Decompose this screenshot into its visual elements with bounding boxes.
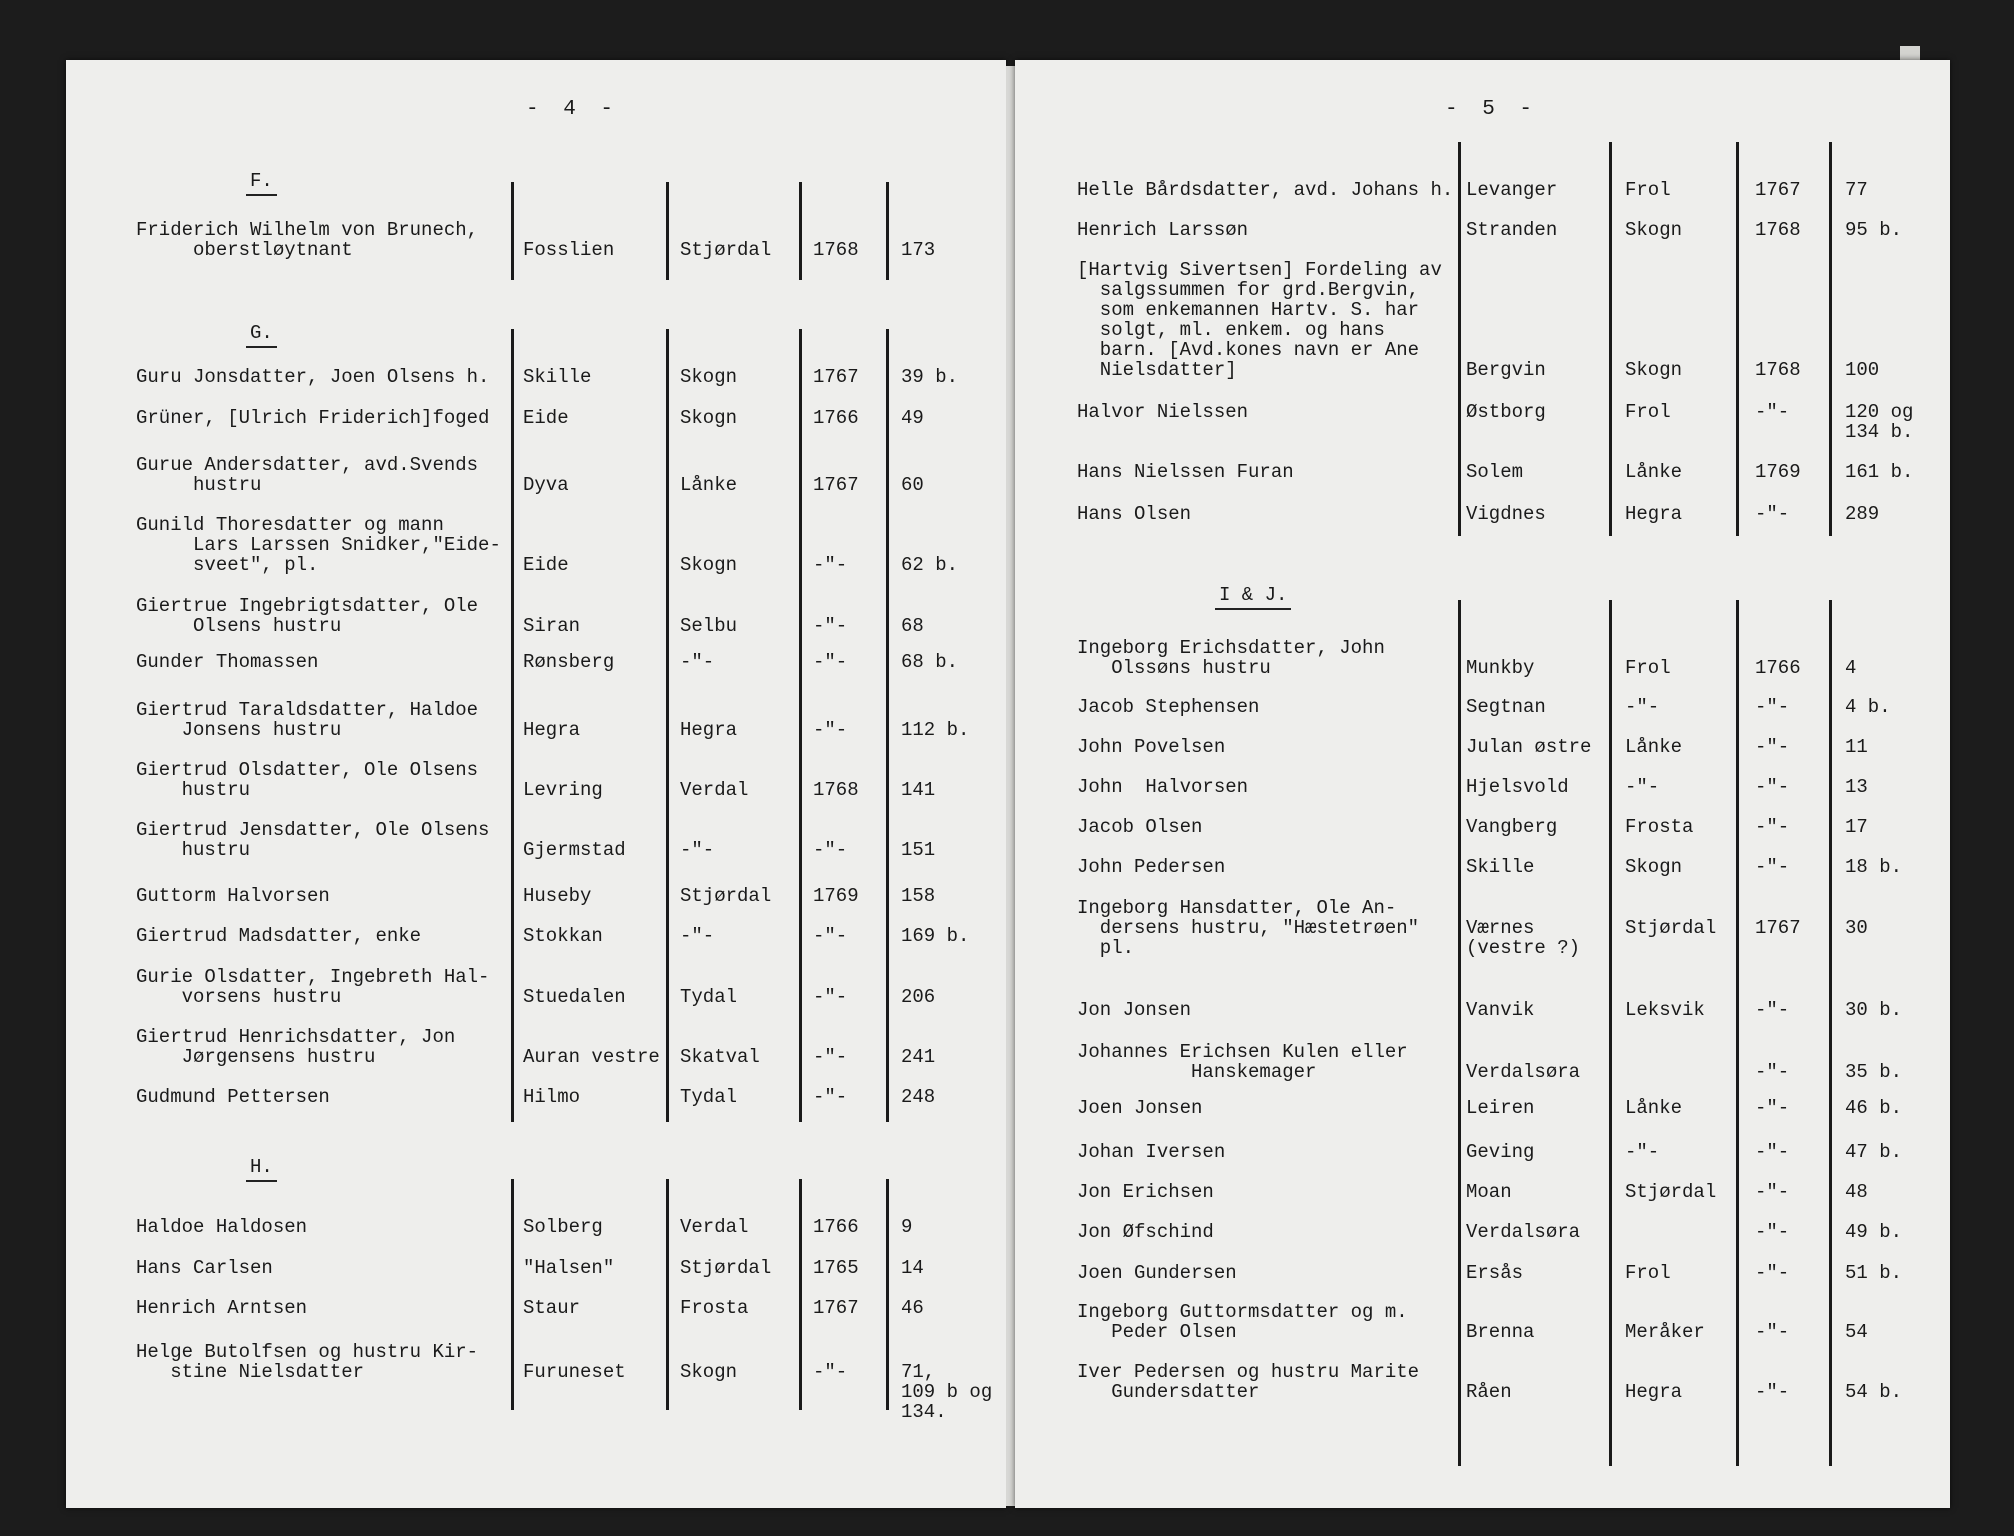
farm-name: Solberg	[523, 1216, 603, 1238]
year: -"-	[1755, 1221, 1790, 1243]
parish-name: Skogn	[680, 366, 738, 388]
folio-reference: 30 b.	[1845, 999, 1903, 1021]
folio-reference: 95 b.	[1845, 219, 1903, 241]
farm-name: Staur	[523, 1297, 581, 1319]
parish-name: Stjørdal	[680, 239, 772, 261]
year: 1767	[813, 1297, 859, 1319]
farm-name: Geving	[1466, 1141, 1535, 1163]
parish-name: Skogn	[680, 1361, 738, 1383]
parish-name: Lånke	[1625, 736, 1683, 758]
farm-name: Furuneset	[523, 1361, 626, 1383]
folio-reference: 46	[901, 1297, 924, 1319]
farm-name: Skille	[1466, 856, 1535, 878]
farm-name: Bergvin	[1466, 359, 1546, 381]
year: -"-	[813, 651, 848, 673]
year: -"-	[813, 839, 848, 861]
year: 1767	[813, 474, 859, 496]
year: -"-	[1755, 856, 1790, 878]
folio-reference: 17	[1845, 816, 1868, 838]
person-name: Giertrud Taraldsdatter, Haldoe Jonsens hustru	[136, 699, 479, 741]
person-name: Giertrud Madsdatter, enke	[136, 925, 422, 947]
folio-reference: 169 b.	[901, 925, 970, 947]
column-rule	[1458, 142, 1461, 536]
farm-name: Rønsberg	[523, 651, 615, 673]
farm-name: Eide	[523, 407, 569, 429]
folio-reference: 13	[1845, 776, 1868, 798]
person-name: Gurue Andersdatter, avd.Svends hustru	[136, 454, 479, 496]
person-name: Ingeborg Hansdatter, Ole An- dersens hustru, "Hæstetrøen" pl.	[1077, 897, 1420, 959]
person-name: Hans Nielssen Furan	[1077, 461, 1294, 483]
parish-name: Skatval	[680, 1046, 760, 1068]
column-rule	[1829, 600, 1832, 1466]
farm-name: Dyva	[523, 474, 569, 496]
person-name: Friderich Wilhelm von Brunech, oberstløytnant	[136, 219, 479, 261]
year: 1768	[813, 239, 859, 261]
farm-name: Stokkan	[523, 925, 603, 947]
year: -"-	[813, 615, 848, 637]
section-heading: H.	[246, 1156, 277, 1182]
parish-name: Tydal	[680, 1086, 738, 1108]
folio-reference: 158	[901, 885, 936, 907]
folio-reference: 11	[1845, 736, 1868, 758]
person-name: Henrich Arntsen	[136, 1297, 308, 1319]
person-name: Halvor Nielssen	[1077, 401, 1249, 423]
parish-name: -"-	[1625, 776, 1660, 798]
year: 1769	[1755, 461, 1801, 483]
year: -"-	[1755, 1141, 1790, 1163]
folio-reference: 4 b.	[1845, 696, 1891, 718]
year: -"-	[1755, 776, 1790, 798]
folio-reference: 39 b.	[901, 366, 959, 388]
year: -"-	[1755, 696, 1790, 718]
year: -"-	[813, 1086, 848, 1108]
person-name: Joen Gundersen	[1077, 1262, 1237, 1284]
column-rule	[1736, 142, 1739, 536]
person-name: Gunder Thomassen	[136, 651, 319, 673]
year: 1768	[813, 779, 859, 801]
parish-name: Hegra	[1625, 1381, 1683, 1403]
column-rule	[666, 182, 669, 280]
parish-name: -"-	[680, 839, 715, 861]
year: -"-	[1755, 1061, 1790, 1083]
year: -"-	[1755, 503, 1790, 525]
person-name: Henrich Larssøn	[1077, 219, 1249, 241]
farm-name: Gjermstad	[523, 839, 626, 861]
year: 1767	[813, 366, 859, 388]
parish-name: Frol	[1625, 179, 1671, 201]
column-rule	[799, 1179, 802, 1410]
person-name: Johan Iversen	[1077, 1141, 1226, 1163]
year: -"-	[813, 986, 848, 1008]
folio-reference: 54	[1845, 1321, 1868, 1343]
folio-reference: 161 b.	[1845, 461, 1914, 483]
farm-name: Råen	[1466, 1381, 1512, 1403]
folio-reference: 49 b.	[1845, 1221, 1903, 1243]
person-name: Jon Erichsen	[1077, 1181, 1214, 1203]
parish-name: Leksvik	[1625, 999, 1705, 1021]
column-rule	[1829, 142, 1832, 536]
column-rule	[1609, 600, 1612, 1466]
farm-name: Stranden	[1466, 219, 1558, 241]
column-rule	[886, 329, 889, 1122]
farm-name: Moan	[1466, 1181, 1512, 1203]
folio-reference: 46 b.	[1845, 1097, 1903, 1119]
person-name: Jon Øfschind	[1077, 1221, 1214, 1243]
parish-name: Skogn	[1625, 359, 1683, 381]
parish-name: Lånke	[680, 474, 738, 496]
farm-name: Levanger	[1466, 179, 1558, 201]
farm-name: Hilmo	[523, 1086, 581, 1108]
farm-name: Levring	[523, 779, 603, 801]
year: -"-	[1755, 816, 1790, 838]
folio-reference: 14	[901, 1257, 924, 1279]
folio-reference: 248	[901, 1086, 936, 1108]
parish-name: Selbu	[680, 615, 738, 637]
parish-name: Verdal	[680, 779, 749, 801]
parish-name: -"-	[1625, 696, 1660, 718]
person-name: Haldoe Haldosen	[136, 1216, 308, 1238]
person-name: Joen Jonsen	[1077, 1097, 1203, 1119]
year: -"-	[1755, 999, 1790, 1021]
person-name: Hans Carlsen	[136, 1257, 273, 1279]
farm-name: Vigdnes	[1466, 503, 1546, 525]
parish-name: Tydal	[680, 986, 738, 1008]
farm-name: Verdalsøra	[1466, 1221, 1581, 1243]
person-name: Giertrue Ingebrigtsdatter, Ole Olsens hustru	[136, 595, 479, 637]
person-name: Gurie Olsdatter, Ingebreth Hal- vorsens hustru	[136, 966, 490, 1008]
person-name: Ingeborg Guttormsdatter og m. Peder Olsen	[1077, 1301, 1408, 1343]
parish-name: Lånke	[1625, 461, 1683, 483]
year: -"-	[1755, 1262, 1790, 1284]
parish-name: Frol	[1625, 1262, 1671, 1284]
year: -"-	[813, 554, 848, 576]
person-name: Guru Jonsdatter, Joen Olsens h.	[136, 366, 490, 388]
farm-name: Værnes (vestre ?)	[1466, 917, 1581, 959]
year: -"-	[813, 719, 848, 741]
farm-name: Skille	[523, 366, 592, 388]
folio-reference: 30	[1845, 917, 1868, 939]
farm-name: Segtnan	[1466, 696, 1546, 718]
person-name: John Pedersen	[1077, 856, 1226, 878]
farm-name: Julan østre	[1466, 736, 1592, 758]
folio-reference: 60	[901, 474, 924, 496]
person-name: Hans Olsen	[1077, 503, 1192, 525]
farm-name: Auran vestre	[523, 1046, 660, 1068]
parish-name: Skogn	[680, 407, 738, 429]
folio-reference: 68	[901, 615, 924, 637]
person-name: Jacob Stephensen	[1077, 696, 1260, 718]
farm-name: Huseby	[523, 885, 592, 907]
person-name: Giertrud Olsdatter, Ole Olsens hustru	[136, 759, 479, 801]
folio-reference: 112 b.	[901, 719, 970, 741]
person-name: Iver Pedersen og hustru Marite Gundersdatter	[1077, 1361, 1420, 1403]
year: 1767	[1755, 917, 1801, 939]
parish-name: Hegra	[680, 719, 738, 741]
folio-reference: 289	[1845, 503, 1880, 525]
folio-reference: 9	[901, 1216, 913, 1238]
year: -"-	[813, 925, 848, 947]
folio-reference: 141	[901, 779, 936, 801]
person-name: Jacob Olsen	[1077, 816, 1203, 838]
parish-name: -"-	[680, 925, 715, 947]
column-rule	[511, 329, 514, 1122]
column-rule	[1736, 600, 1739, 1466]
person-name: Helge Butolfsen og hustru Kir- stine Nielsdatter	[136, 1341, 479, 1383]
parish-name: Stjørdal	[1625, 1181, 1717, 1203]
column-rule	[666, 1179, 669, 1410]
parish-name: Skogn	[1625, 219, 1683, 241]
column-rule	[799, 182, 802, 280]
year: 1768	[1755, 219, 1801, 241]
parish-name: -"-	[1625, 1141, 1660, 1163]
year: -"-	[813, 1046, 848, 1068]
person-name: John Halvorsen	[1077, 776, 1249, 798]
section-heading: F.	[246, 170, 277, 196]
section-heading: I & J.	[1215, 584, 1291, 610]
year: 1766	[813, 407, 859, 429]
farm-name: Stuedalen	[523, 986, 626, 1008]
farm-name: Østborg	[1466, 401, 1546, 423]
farm-name: Brenna	[1466, 1321, 1535, 1343]
year: 1768	[1755, 359, 1801, 381]
parish-name: Verdal	[680, 1216, 749, 1238]
parish-name: -"-	[680, 651, 715, 673]
farm-name: Vanvik	[1466, 999, 1535, 1021]
parish-name: Frosta	[680, 1297, 749, 1319]
page-number: - 5 -	[1445, 98, 1539, 121]
folio-reference: 241	[901, 1046, 936, 1068]
farm-name: Hegra	[523, 719, 581, 741]
column-rule	[511, 1179, 514, 1410]
folio-reference: 35 b.	[1845, 1061, 1903, 1083]
person-name: Helle Bårdsdatter, avd. Johans h.	[1077, 179, 1454, 201]
year: 1769	[813, 885, 859, 907]
year: 1767	[1755, 179, 1801, 201]
folio-reference: 49	[901, 407, 924, 429]
parish-name: Frosta	[1625, 816, 1694, 838]
year: 1765	[813, 1257, 859, 1279]
column-rule	[1609, 142, 1612, 536]
column-rule	[666, 329, 669, 1122]
column-rule	[511, 182, 514, 280]
left-page	[66, 60, 1006, 1508]
parish-name: Hegra	[1625, 503, 1683, 525]
folio-reference: 120 og 134 b.	[1845, 401, 1914, 443]
farm-name: Fosslien	[523, 239, 615, 261]
parish-name: Skogn	[1625, 856, 1683, 878]
parish-name: Stjørdal	[680, 885, 772, 907]
page-gutter	[1006, 66, 1015, 1506]
year: -"-	[1755, 1321, 1790, 1343]
folio-reference: 71, 109 b og 134.	[901, 1361, 993, 1423]
section-heading: G.	[246, 322, 277, 348]
farm-name: Eide	[523, 554, 569, 576]
farm-name: Solem	[1466, 461, 1524, 483]
folio-reference: 18 b.	[1845, 856, 1903, 878]
right-page	[1015, 60, 1950, 1508]
person-name: John Povelsen	[1077, 736, 1226, 758]
folio-reference: 100	[1845, 359, 1880, 381]
year: -"-	[1755, 1181, 1790, 1203]
parish-name: Lånke	[1625, 1097, 1683, 1119]
farm-name: Leiren	[1466, 1097, 1535, 1119]
person-name: Grüner, [Ulrich Friderich]foged	[136, 407, 490, 429]
farm-name: Munkby	[1466, 657, 1535, 679]
folio-reference: 68 b.	[901, 651, 959, 673]
column-rule	[886, 182, 889, 280]
parish-name: Meråker	[1625, 1321, 1705, 1343]
year: -"-	[1755, 1097, 1790, 1119]
person-name: Jon Jonsen	[1077, 999, 1192, 1021]
year: -"-	[813, 1361, 848, 1383]
person-name: [Hartvig Sivertsen] Fordeling av salgssummen for grd.Bergvin, som enkemannen Hartv. S. har solgt, ml. enkem. og hans barn. [Avd.kones navn er Ane Nielsdatter]	[1077, 259, 1442, 381]
folio-reference: 77	[1845, 179, 1868, 201]
year: 1766	[1755, 657, 1801, 679]
person-name: Giertrud Henrichsdatter, Jon Jørgensens hustru	[136, 1026, 456, 1068]
folio-reference: 173	[901, 239, 936, 261]
year: -"-	[1755, 401, 1790, 423]
person-name: Giertrud Jensdatter, Ole Olsens hustru	[136, 819, 490, 861]
farm-name: Vangberg	[1466, 816, 1558, 838]
person-name: Guttorm Halvorsen	[136, 885, 330, 907]
person-name: Gunild Thoresdatter og mann Lars Larssen Snidker,"Eide- sveet", pl.	[136, 514, 501, 576]
parish-name: Frol	[1625, 401, 1671, 423]
parish-name: Stjørdal	[1625, 917, 1717, 939]
year: -"-	[1755, 1381, 1790, 1403]
farm-name: "Halsen"	[523, 1257, 615, 1279]
farm-name: Verdalsøra	[1466, 1061, 1581, 1083]
parish-name: Stjørdal	[680, 1257, 772, 1279]
column-rule	[886, 1179, 889, 1410]
folio-reference: 47 b.	[1845, 1141, 1903, 1163]
folio-reference: 206	[901, 986, 936, 1008]
person-name: Gudmund Pettersen	[136, 1086, 330, 1108]
column-rule	[1458, 600, 1461, 1466]
folio-reference: 62 b.	[901, 554, 959, 576]
page-number: - 4 -	[526, 98, 620, 121]
folio-reference: 54 b.	[1845, 1381, 1903, 1403]
farm-name: Ersås	[1466, 1262, 1524, 1284]
farm-name: Hjelsvold	[1466, 776, 1569, 798]
year: 1766	[813, 1216, 859, 1238]
year: -"-	[1755, 736, 1790, 758]
person-name: Ingeborg Erichsdatter, John Olssøns hustru	[1077, 637, 1385, 679]
folio-reference: 151	[901, 839, 936, 861]
parish-name: Frol	[1625, 657, 1671, 679]
farm-name: Siran	[523, 615, 581, 637]
folio-reference: 48	[1845, 1181, 1868, 1203]
column-rule	[799, 329, 802, 1122]
person-name: Johannes Erichsen Kulen eller Hanskemager	[1077, 1041, 1408, 1083]
folio-reference: 51 b.	[1845, 1262, 1903, 1284]
parish-name: Skogn	[680, 554, 738, 576]
folio-reference: 4	[1845, 657, 1857, 679]
